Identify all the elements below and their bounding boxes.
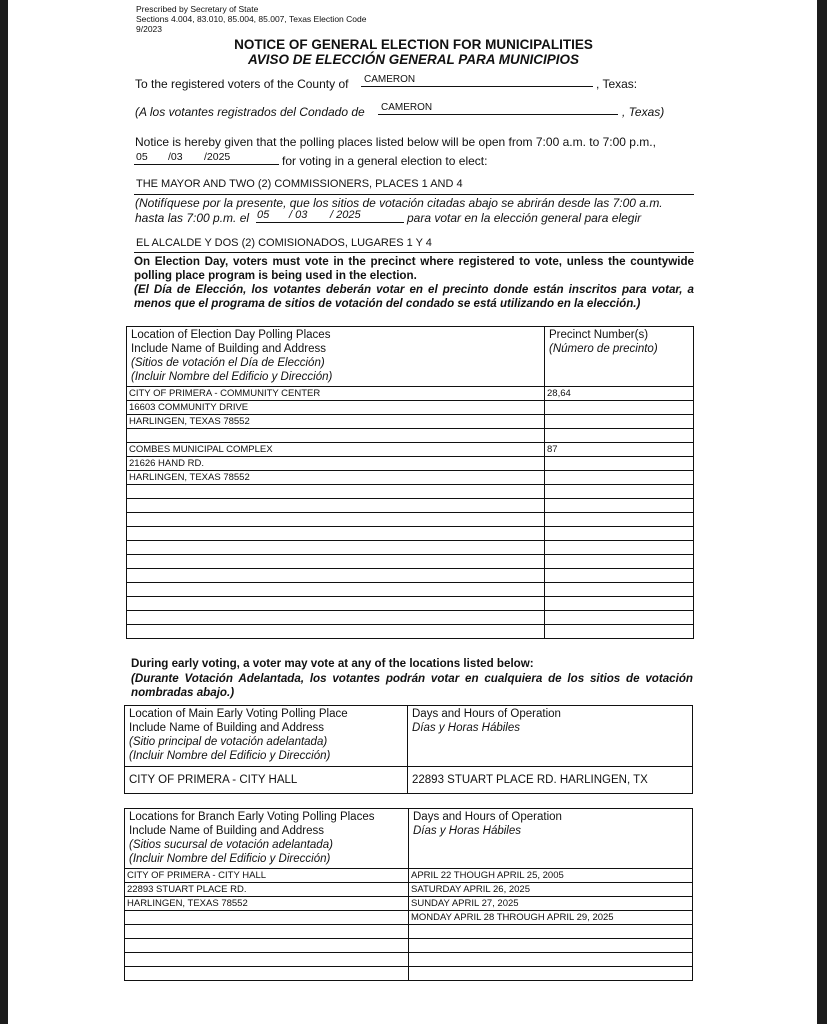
polling-table-row xyxy=(127,471,694,485)
precinct-cell xyxy=(545,583,694,597)
polling-table-row xyxy=(127,499,694,513)
precinct-cell xyxy=(545,471,694,485)
hdr-line: (Número de precinto) xyxy=(549,343,658,355)
precinct-cell: 87 xyxy=(545,443,694,457)
branch-location-cell: HARLINGEN, TEXAS 78552 xyxy=(125,897,409,911)
precinct-cell xyxy=(545,457,694,471)
branch-table-row xyxy=(125,883,693,897)
hdr-line: Locations for Branch Early Voting Polling Places xyxy=(129,811,375,823)
branch-hours-cell: APRIL 22 THOUGH APRIL 25, 2005 xyxy=(409,869,693,883)
date-day: /03 xyxy=(168,151,183,163)
title-english: NOTICE OF GENERAL ELECTION FOR MUNICIPALITIES xyxy=(234,37,593,52)
hdr-line: Days and Hours of Operation xyxy=(413,811,562,823)
polling-location-cell xyxy=(127,583,545,597)
date-es-year: / 2025 xyxy=(330,209,361,221)
polling-location-cell: HARLINGEN, TEXAS 78552 xyxy=(127,415,545,429)
polling-table-row xyxy=(127,415,694,429)
hdr-line: (Sitios sucursal de votación adelantada) xyxy=(129,839,333,851)
polling-location-cell xyxy=(127,429,545,443)
precinct-cell xyxy=(545,611,694,625)
date-es-month: 05 xyxy=(257,209,270,221)
polling-location-cell: HARLINGEN, TEXAS 78552 xyxy=(127,471,545,485)
polling-header-precinct xyxy=(545,327,694,387)
polling-table-row xyxy=(127,569,694,583)
hdr-line: Días y Horas Hábiles xyxy=(412,722,521,734)
main-early-voting-table xyxy=(124,705,693,794)
hdr-line: Location of Election Day Polling Places xyxy=(131,329,331,341)
polling-location-cell xyxy=(127,625,545,639)
hdr-line: Include Name of Building and Address xyxy=(129,722,324,734)
precinct-cell xyxy=(545,499,694,513)
date-field xyxy=(134,150,279,165)
polling-location-cell: CITY OF PRIMERA - COMMUNITY CENTER xyxy=(127,387,545,401)
form-header xyxy=(136,4,366,34)
polling-table-row xyxy=(127,541,694,555)
branch-location-cell xyxy=(125,953,409,967)
branch-header-location xyxy=(125,809,409,869)
main-early-header-location xyxy=(125,706,408,767)
date-es-day: / 03 xyxy=(289,209,308,221)
precinct-cell xyxy=(545,513,694,527)
hdr-line: Días y Horas Hábiles xyxy=(413,825,522,837)
elect-rule xyxy=(134,194,694,195)
branch-hours-cell xyxy=(409,939,693,953)
scan-edge-left xyxy=(0,0,8,1024)
hdr-line: Days and Hours of Operation xyxy=(412,708,561,720)
polling-table-row xyxy=(127,401,694,415)
sections-line: Sections 4.004, 83.010, 85.004, 85.007, Texas Election Code xyxy=(136,14,367,24)
branch-hours-cell: SUNDAY APRIL 27, 2025 xyxy=(409,897,693,911)
election-day-note-es: (El Día de Elección, los votantes deberán votar en el precinto donde están inscritos para votar, a menos que el programa de sitios de votación del condado se está utilizando en la elección.) xyxy=(134,283,694,310)
precinct-cell xyxy=(545,485,694,499)
polling-location-cell xyxy=(127,527,545,541)
branch-table-row xyxy=(125,953,693,967)
polling-table-row xyxy=(127,457,694,471)
form-date: 9/2023 xyxy=(136,24,162,34)
county-field: CAMERON xyxy=(361,74,593,87)
main-early-hours: 22893 STUART PLACE RD. HARLINGEN, TX xyxy=(408,767,693,794)
hdr-line: (Sitio principal de votación adelantada) xyxy=(129,736,328,748)
polling-location-cell: 16603 COMMUNITY DRIVE xyxy=(127,401,545,415)
branch-hours-cell: MONDAY APRIL 28 THROUGH APRIL 29, 2025 xyxy=(409,911,693,925)
hdr-line: (Incluir Nombre del Edificio y Dirección) xyxy=(131,371,333,383)
polling-table-row xyxy=(127,611,694,625)
branch-header-hours xyxy=(409,809,693,869)
branch-early-voting-table xyxy=(124,808,693,981)
polling-table-row xyxy=(127,597,694,611)
polling-location-cell xyxy=(127,569,545,583)
branch-hours-cell xyxy=(409,953,693,967)
hdr-line: Include Name of Building and Address xyxy=(131,343,326,355)
voters-line-suffix: , Texas: xyxy=(596,77,638,91)
branch-location-cell xyxy=(125,967,409,981)
precinct-cell xyxy=(545,625,694,639)
polling-location-cell xyxy=(127,611,545,625)
precinct-cell xyxy=(545,555,694,569)
polling-places-table xyxy=(126,326,694,639)
hdr-line: (Sitios de votación el Día de Elección) xyxy=(131,357,325,369)
branch-table-row xyxy=(125,897,693,911)
voters-line-es-prefix: (A los votantes registrados del Condado de xyxy=(135,105,365,119)
date-month: 05 xyxy=(136,151,148,163)
scan-edge-right xyxy=(817,0,827,1024)
polling-location-cell: COMBES MUNICIPAL COMPLEX xyxy=(127,443,545,457)
branch-location-cell: 22893 STUART PLACE RD. xyxy=(125,883,409,897)
polling-location-cell xyxy=(127,499,545,513)
precinct-cell xyxy=(545,569,694,583)
polling-location-cell xyxy=(127,597,545,611)
polling-table-row xyxy=(127,387,694,401)
branch-table-row xyxy=(125,925,693,939)
title-spanish: AVISO DE ELECCIÓN GENERAL PARA MUNICIPIOS xyxy=(247,52,580,67)
date-year: /2025 xyxy=(204,151,231,163)
branch-hours-cell xyxy=(409,967,693,981)
precinct-cell xyxy=(545,597,694,611)
elect-offices: THE MAYOR AND TWO (2) COMMISSIONERS, PLACES 1 AND 4 xyxy=(136,178,463,190)
polling-location-cell xyxy=(127,555,545,569)
branch-table-row xyxy=(125,967,693,981)
main-early-header-hours xyxy=(408,706,693,767)
polling-table-row xyxy=(127,485,694,499)
elect-es-rule xyxy=(134,252,694,253)
polling-table-row xyxy=(127,443,694,457)
polling-location-cell xyxy=(127,513,545,527)
polling-table-row xyxy=(127,429,694,443)
polling-table-row xyxy=(127,555,694,569)
branch-location-cell xyxy=(125,925,409,939)
branch-hours-cell: SATURDAY APRIL 26, 2025 xyxy=(409,883,693,897)
polling-location-cell xyxy=(127,485,545,499)
branch-location-cell xyxy=(125,939,409,953)
main-early-location: CITY OF PRIMERA - CITY HALL xyxy=(125,767,408,794)
polling-location-cell: 21626 HAND RD. xyxy=(127,457,545,471)
elect-offices-es: EL ALCALDE Y DOS (2) COMISIONADOS, LUGARES 1 Y 4 xyxy=(136,237,432,249)
notice-text: Notice is hereby given that the polling places listed below will be open from 7:00 a.m. to 7:00 p.m., xyxy=(135,135,656,149)
precinct-cell xyxy=(545,429,694,443)
precinct-cell: 28,64 xyxy=(545,387,694,401)
notice-suffix: for voting in a general election to elect: xyxy=(282,154,488,168)
notice-es-line2-prefix: hasta las 7:00 p.m. el xyxy=(135,211,250,225)
hdr-line: Precinct Number(s) xyxy=(549,329,649,341)
polling-table-row xyxy=(127,583,694,597)
branch-hours-cell xyxy=(409,925,693,939)
voters-line-es-suffix: , Texas) xyxy=(622,105,665,119)
hdr-line: (Incluir Nombre del Edificio y Dirección) xyxy=(129,750,331,762)
voters-line-prefix: To the registered voters of the County of xyxy=(135,77,349,91)
election-day-note: On Election Day, voters must vote in the precinct where registered to vote, unless the countywide polling place program is being used in the election. xyxy=(134,255,694,282)
precinct-cell xyxy=(545,527,694,541)
hdr-line: Include Name of Building and Address xyxy=(129,825,324,837)
polling-table-row xyxy=(127,513,694,527)
branch-table-row xyxy=(125,869,693,883)
precinct-cell xyxy=(545,541,694,555)
hdr-line: Location of Main Early Voting Polling Place xyxy=(129,708,348,720)
polling-table-row xyxy=(127,527,694,541)
branch-table-row xyxy=(125,939,693,953)
branch-location-cell xyxy=(125,911,409,925)
hdr-line: (Incluir Nombre del Edificio y Dirección) xyxy=(129,853,331,865)
date-field-es xyxy=(256,208,404,223)
polling-location-cell xyxy=(127,541,545,555)
early-voting-note: During early voting, a voter may vote at any of the locations listed below: xyxy=(131,657,534,670)
early-voting-note-es: (Durante Votación Adelantada, los votantes podrán votar en cualquiera de los sitios de votación nombradas abajo.) xyxy=(131,672,693,699)
notice-es-line1: (Notifíquese por la presente, que los sitios de votación citadas abajo se abrirán desde las 7:00 a.m. xyxy=(135,196,663,210)
prescribed-line: Prescribed by Secretary of State xyxy=(136,4,259,14)
county-field-es: CAMERON xyxy=(378,102,618,115)
polling-header-location xyxy=(127,327,545,387)
precinct-cell xyxy=(545,415,694,429)
notice-es-suffix: para votar en la elección general para elegir xyxy=(407,211,642,225)
branch-location-cell: CITY OF PRIMERA - CITY HALL xyxy=(125,869,409,883)
branch-table-row xyxy=(125,911,693,925)
precinct-cell xyxy=(545,401,694,415)
polling-table-row xyxy=(127,625,694,639)
